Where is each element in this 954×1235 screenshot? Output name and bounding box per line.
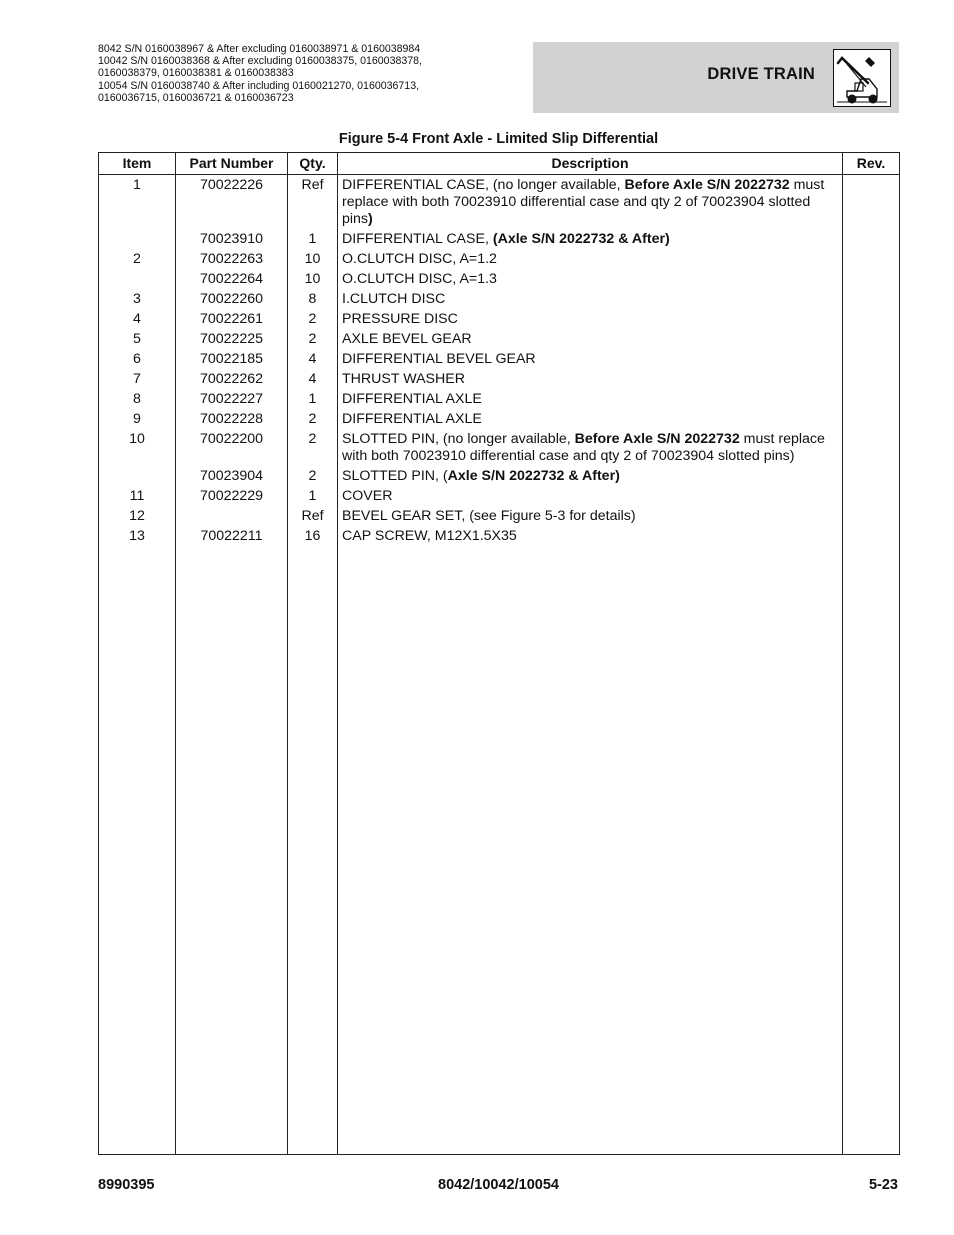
description-text: SLOTTED PIN, (no longer available, [342,431,575,447]
description-cell [338,370,843,390]
part-number-cell: 70022262 [176,370,288,390]
section-banner [533,42,899,113]
item-cell: 8 [99,390,176,410]
table-row [99,290,900,310]
description-cell [338,250,843,270]
part-number-cell: 70022227 [176,390,288,410]
section-title: DRIVE TRAIN [707,65,815,83]
rev-cell [843,350,900,370]
item-cell: 13 [99,527,176,547]
description-bold-text: Before Axle S/N 2022732 [624,177,790,193]
description-text: DIFFERENTIAL AXLE [342,411,482,427]
serial-line: 0160038379, 0160038381 & 0160038383 [98,67,294,80]
part-number-cell: 70022200 [176,430,288,467]
description-text: must replace with both 70023910 differential case and qty 2 of 70023904 slotted pins [342,177,825,227]
filler-cell [176,547,288,1155]
table-row [99,250,900,270]
filler-cell [338,547,843,1155]
description-cell [338,230,843,250]
part-number-cell: 70022185 [176,350,288,370]
telehandler-icon [833,49,891,107]
item-cell: 1 [99,175,176,230]
item-cell: 3 [99,290,176,310]
rev-cell [843,370,900,390]
description-cell [338,290,843,310]
item-cell: 6 [99,350,176,370]
qty-cell: 4 [288,370,338,390]
item-cell [99,270,176,290]
qty-cell: 1 [288,487,338,507]
description-cell [338,350,843,370]
description-bold-text: Before Axle S/N 2022732 [574,431,740,447]
description-text: DIFFERENTIAL BEVEL GEAR [342,351,536,367]
column-header-part-number: Part Number [176,153,288,175]
column-header-qty: Qty. [288,153,338,175]
qty-cell: 10 [288,250,338,270]
serial-line: 10054 S/N 0160038740 & After including 0160021270, 0160036713, [98,79,420,92]
qty-cell: 16 [288,527,338,547]
part-number-cell: 70022211 [176,527,288,547]
rev-cell [843,250,900,270]
parts-table [98,152,900,1155]
part-number-cell: 70022228 [176,410,288,430]
table-row [99,390,900,410]
parts-table-body [99,175,900,1155]
qty-cell: 2 [288,467,338,487]
table-row [99,230,900,250]
rev-cell [843,175,900,230]
item-cell: 9 [99,410,176,430]
description-cell [338,270,843,290]
item-cell: 2 [99,250,176,270]
rev-cell [843,310,900,330]
table-row [99,430,900,467]
table-filler-row [99,547,900,1155]
description-cell [338,487,843,507]
table-header-row [99,153,900,175]
table-row [99,507,900,527]
part-number-cell: 70022260 [176,290,288,310]
figure-title: Figure 5-4 Front Axle - Limited Slip Differential [338,131,659,147]
description-cell [338,527,843,547]
rev-cell [843,507,900,527]
description-text: O.CLUTCH DISC, A=1.2 [342,251,497,267]
item-cell: 7 [99,370,176,390]
description-cell [338,390,843,410]
item-cell: 12 [99,507,176,527]
table-row [99,487,900,507]
column-header-description: Description [338,153,843,175]
table-row [99,310,900,330]
rev-cell [843,467,900,487]
part-number-cell: 70022225 [176,330,288,350]
description-text: THRUST WASHER [342,371,465,387]
description-text: DIFFERENTIAL AXLE [342,391,482,407]
description-text: O.CLUTCH DISC, A=1.3 [342,271,497,287]
part-number-cell: 70023910 [176,230,288,250]
table-row [99,527,900,547]
description-cell [338,507,843,527]
qty-cell: 2 [288,430,338,467]
description-text: COVER [342,488,393,504]
rev-cell [843,430,900,467]
item-cell: 5 [99,330,176,350]
serial-number-block [98,43,518,104]
serial-line: 8042 S/N 0160038967 & After excluding 0160038971 & 0160038984 [98,43,421,55]
filler-cell [288,547,338,1155]
rev-cell [843,270,900,290]
description-text: AXLE BEVEL GEAR [342,331,472,347]
description-cell [338,310,843,330]
table-row [99,370,900,390]
footer-doc-number: 8990395 [98,1177,155,1193]
part-number-cell: 70023904 [176,467,288,487]
part-number-cell: 70022229 [176,487,288,507]
table-row [99,350,900,370]
qty-cell: 2 [288,330,338,350]
description-cell [338,330,843,350]
description-bold-text: Axle S/N 2022732 & After) [447,468,620,484]
part-number-cell [176,507,288,527]
rev-cell [843,290,900,310]
description-text: I.CLUTCH DISC [342,291,446,307]
description-cell [338,467,843,487]
rev-cell [843,527,900,547]
qty-cell: 2 [288,310,338,330]
part-number-cell: 70022226 [176,175,288,230]
filler-cell [843,547,900,1155]
description-text: BEVEL GEAR SET, (see Figure 5-3 for details) [342,508,636,524]
description-text: CAP SCREW, M12X1.5X35 [342,528,517,544]
rev-cell [843,487,900,507]
item-cell [99,467,176,487]
rev-cell [843,230,900,250]
footer-models: 8042/10042/10054 [438,1177,559,1193]
description-bold-text: (Axle S/N 2022732 & After) [492,231,670,247]
column-header-rev: Rev. [843,153,900,175]
description-text: SLOTTED PIN, ( [342,468,448,484]
description-text: DIFFERENTIAL CASE, (no longer available, [342,177,625,193]
item-cell: 4 [99,310,176,330]
qty-cell: 1 [288,390,338,410]
table-row [99,270,900,290]
table-row [99,467,900,487]
table-row [99,175,900,230]
serial-line: 0160036715, 0160036721 & 0160036723 [98,91,294,104]
description-cell [338,430,843,467]
table-row [99,410,900,430]
description-text: PRESSURE DISC [342,311,458,327]
description-cell [338,175,843,230]
serial-line: 10042 S/N 0160038368 & After excluding 0160038375, 0160038378, [98,55,422,68]
qty-cell: 8 [288,290,338,310]
column-header-item: Item [99,153,176,175]
qty-cell: 1 [288,230,338,250]
item-cell [99,230,176,250]
rev-cell [843,410,900,430]
item-cell: 10 [99,430,176,467]
description-cell [338,410,843,430]
qty-cell: 2 [288,410,338,430]
qty-cell: Ref [288,507,338,527]
footer-page-number: 5-23 [868,1177,898,1193]
qty-cell: 4 [288,350,338,370]
part-number-cell: 70022264 [176,270,288,290]
filler-cell [99,547,176,1155]
rev-cell [843,390,900,410]
part-number-cell: 70022261 [176,310,288,330]
qty-cell: 10 [288,270,338,290]
description-text: must replace with both 70023910 differential case and qty 2 of 70023904 slotted pins) [342,431,825,464]
part-number-cell: 70022263 [176,250,288,270]
item-cell: 11 [99,487,176,507]
description-bold-text: ) [368,211,373,227]
qty-cell: Ref [288,175,338,230]
rev-cell [843,330,900,350]
description-text: DIFFERENTIAL CASE, [342,231,493,247]
table-row [99,330,900,350]
